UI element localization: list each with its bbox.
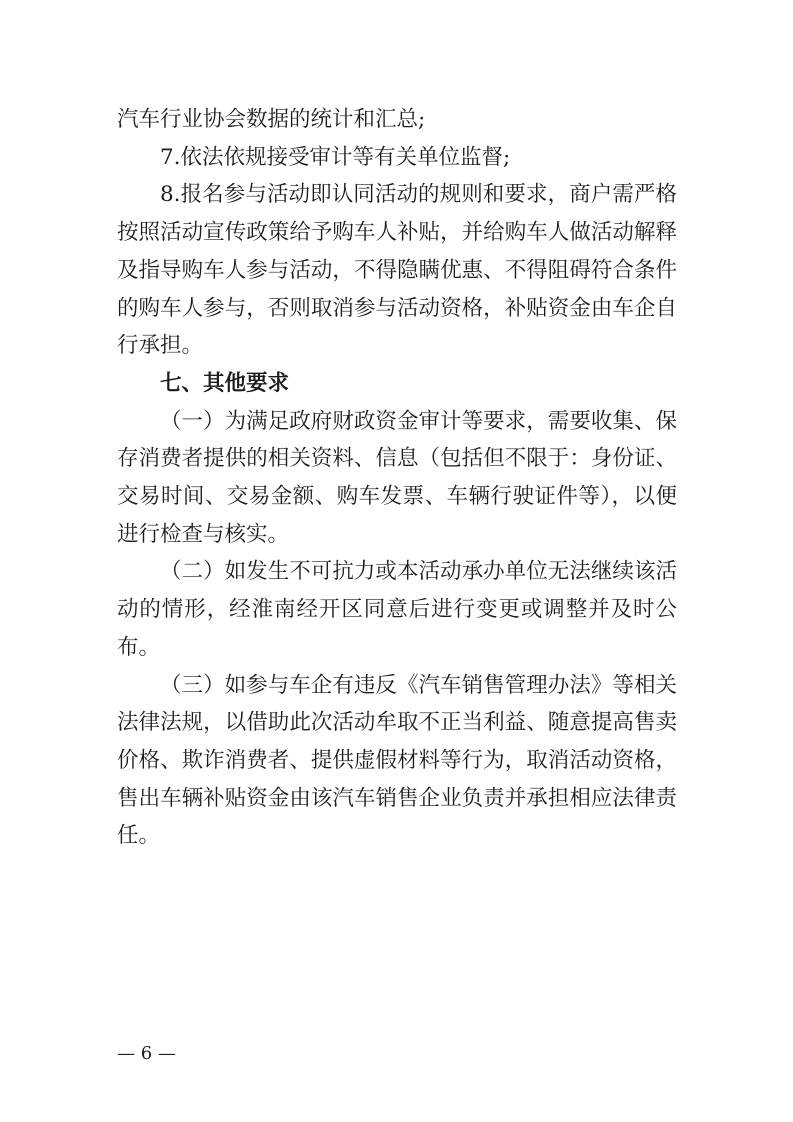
paragraph-item-8: 8.报名参与活动即认同活动的规则和要求，商户需严格按照活动宣传政策给予购车人补贴，并给购车人做活动解释及指导购车人参与活动，不得隐瞒优惠、不得阻碍符合条件的购车人参与，否则取消参与活动资格，补贴资金由车企自行承担。 <box>117 182 677 359</box>
section-heading-other-requirements: 七、其他要求 <box>160 370 290 396</box>
paragraph-item-7: 7.依法依规接受审计等有关单位监督; <box>160 144 511 170</box>
document-body <box>117 101 677 855</box>
paragraph-requirement-3: （三）如参与车企有违反《汽车销售管理办法》等相关法律法规，以借助此次活动牟取不正当利益、随意提高售卖价格、欺诈消费者、提供虚假材料等行为，取消活动资格，售出车辆补贴资金由该汽车销售企业负责并承担相应法律责任。 <box>117 672 677 849</box>
paragraph-continuation: 汽车行业协会数据的统计和汇总; <box>117 107 426 132</box>
paragraph-requirement-2: （二）如发生不可抗力或本活动承办单位无法继续该活动的情形，经淮南经开区同意后进行变更或调整并及时公布。 <box>117 559 677 660</box>
paragraph-requirement-1: （一）为满足政府财政资金审计等要求，需要收集、保存消费者提供的相关资料、信息（包括但不限于：身份证、交易时间、交易金额、购车发票、车辆行驶证件等），以便进行检查与核实。 <box>117 408 677 547</box>
page-number: — 6 — <box>117 1043 176 1064</box>
